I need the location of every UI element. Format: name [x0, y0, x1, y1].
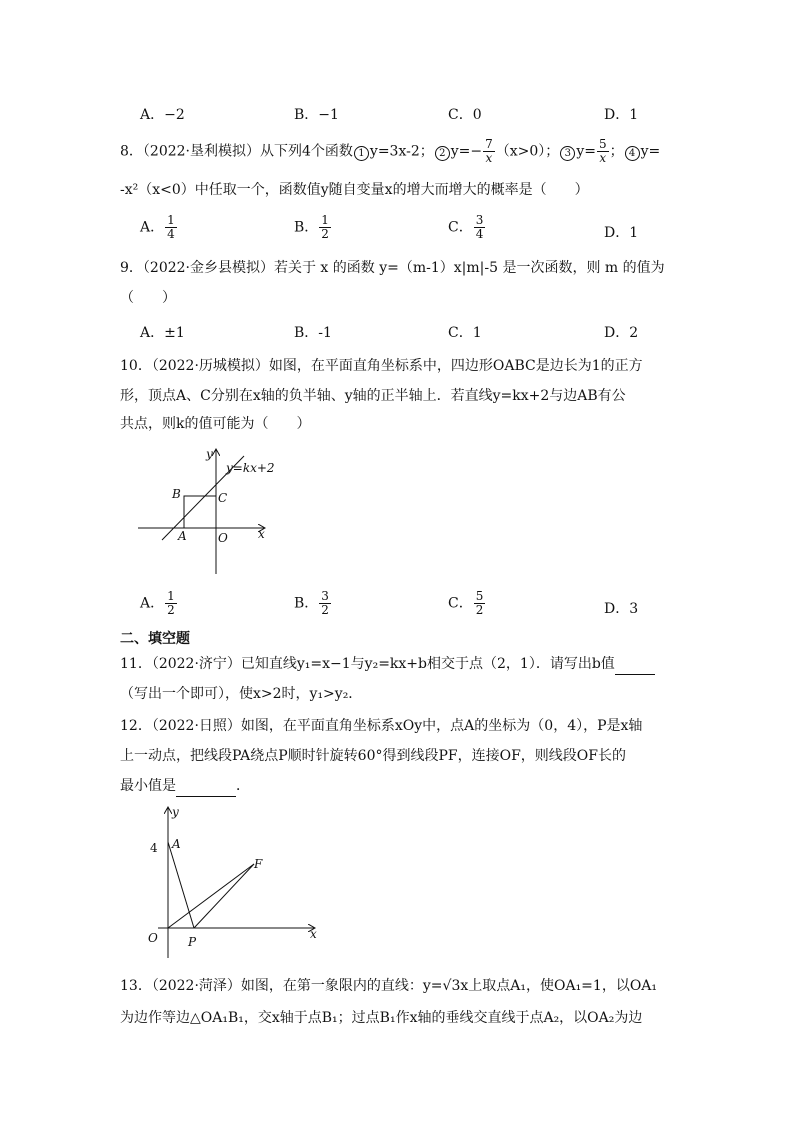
option-fraction [319, 590, 331, 617]
denominator: 2 [475, 603, 484, 617]
q12-label-4: 4 [150, 841, 158, 855]
q10-label-a: A [178, 529, 187, 543]
q7-option-a: A．−2 [140, 107, 185, 123]
q8-options [140, 214, 660, 248]
option-fraction [474, 590, 486, 617]
q12-stem-line1: 12．（2022·日照）如图，在平面直角坐标系xOy中，点A的坐标为（0，4），P是x轴 [120, 718, 643, 734]
numerator: 3 [475, 213, 484, 227]
denominator: 2 [321, 227, 329, 241]
circle-number-1-icon: 1 [354, 146, 369, 161]
q9-stem-line2: （ ） [120, 290, 176, 306]
numerator: 1 [167, 213, 175, 227]
q12-label-o: O [148, 931, 158, 945]
circle-number-3-icon: 3 [560, 146, 575, 161]
q12-segment-of [168, 864, 254, 928]
q8-func2-post: （x>0）； [495, 143, 560, 160]
option-label: A． [140, 595, 165, 612]
q7-option-d: D．1 [604, 107, 639, 123]
q11-stem-line1 [120, 654, 655, 675]
q10-option-c [448, 590, 486, 617]
q7-options [140, 104, 660, 128]
q10-stem-line2: 形，顶点A、C分别在x轴的负半轴、y轴的正半轴上．若直线y=kx+2与边AB有公 [120, 388, 626, 404]
q12-stem-line3 [120, 776, 250, 797]
numerator: 3 [321, 589, 329, 603]
q8-func4: y= [640, 143, 661, 160]
denominator: 4 [475, 227, 484, 241]
q9-option-d: D．2 [604, 325, 639, 341]
q12-label-y: y [172, 805, 179, 819]
numerator: 7 [485, 137, 493, 151]
q12-answer-blank[interactable] [176, 776, 236, 797]
q8-option-b [294, 214, 332, 241]
option-fraction [165, 590, 177, 617]
q10-stem-line1: 10．（2022·历城模拟）如图，在平面直角坐标系中，四边形OABC是边长为1的正方 [120, 358, 643, 374]
option-label: B． [294, 595, 319, 612]
denominator: 2 [321, 603, 329, 617]
q9-stem-line1: 9．（2022·金乡县模拟）若关于 x 的函数 y=（m-1）x|m|-5 是一次函数，则 m 的值为 [120, 260, 665, 276]
q8-func2-pre: y=− [450, 143, 483, 160]
q12-segment-pa [168, 842, 194, 928]
q10-option-d: D．3 [604, 601, 639, 617]
option-label: A． [140, 219, 165, 236]
q10-label-c: C [218, 491, 228, 505]
q13-stem-line2: 为边作等边△OA₁B₁，交x轴于点B₁；过点B₁作x轴的垂线交直线于点A₂，以OA₂为边 [120, 1010, 643, 1026]
q12-text: 最小值是 [120, 778, 176, 794]
q11-stem-line2: （写出一个即可），使x>2时，y₁>y₂． [120, 686, 363, 702]
q8-option-d: D．1 [604, 225, 639, 241]
q8-stem-line2: -x²（x<0）中任取一个，函数值y随自变量x的增大而增大的概率是（ ） [120, 182, 589, 198]
circle-number-4-icon: 4 [625, 146, 640, 161]
option-label: C． [448, 219, 473, 236]
q9-option-a: A．±1 [140, 325, 185, 341]
q12-label-p: P [188, 935, 197, 949]
q10-options [140, 590, 660, 624]
option-label: C． [448, 595, 473, 612]
option-fraction [165, 214, 177, 241]
option-fraction [474, 214, 486, 241]
q10-option-b [294, 590, 332, 617]
q8-prefix: 8．（2022·垦利模拟）从下列4个函数 [120, 143, 353, 160]
q8-func3-post: ； [609, 143, 624, 160]
section-title-fill-blank: 二、填空题 [120, 631, 190, 647]
denominator: x [599, 151, 607, 165]
q10-label-b: B [172, 487, 181, 501]
q12-label-a: A [172, 837, 181, 851]
numerator: 1 [167, 589, 175, 603]
q8-func3-pre: y= [576, 143, 596, 160]
option-label: B． [294, 219, 319, 236]
q9-option-b: B．-1 [294, 325, 332, 341]
q8-func3-fraction [597, 138, 609, 165]
denominator: 4 [167, 227, 175, 241]
q12-figure [138, 800, 328, 966]
q7-option-c: C．0 [448, 107, 482, 123]
denominator: 2 [167, 603, 175, 617]
q8-stem-line1 [120, 138, 660, 165]
q12-stem-line2: 上一动点，把线段PA绕点P顺时针旋转60°得到线段PF，连接OF，则线段OF长的 [120, 748, 626, 764]
option-fraction [319, 214, 331, 241]
q10-option-a [140, 590, 178, 617]
q10-figure [134, 444, 284, 580]
q10-label-line: y=kx+2 [226, 461, 275, 475]
q8-option-a [140, 214, 178, 241]
numerator: 1 [321, 213, 329, 227]
q12-end: ． [236, 778, 250, 794]
q8-func1: y=3x-2； [369, 143, 434, 160]
q13-stem-line1: 13．（2022·菏泽）如图，在第一象限内的直线：y=√3x上取点A₁，使OA₁=1，以OA₁ [120, 978, 658, 994]
q8-option-c [448, 214, 486, 241]
q9-options [140, 322, 660, 346]
q10-stem-line3: 共点，则k的值可能为（ ） [120, 416, 311, 432]
circle-number-2-icon: 2 [435, 146, 450, 161]
q7-option-b: B．−1 [294, 107, 339, 123]
q10-label-y: y [206, 447, 213, 461]
q8-func2-fraction [483, 138, 495, 165]
denominator: x [485, 151, 493, 165]
q9-option-c: C．1 [448, 325, 482, 341]
q12-label-x: x [310, 927, 317, 941]
q10-label-o: O [218, 531, 228, 545]
q12-segment-pf [194, 864, 254, 928]
numerator: 5 [598, 137, 607, 151]
q12-label-f: F [254, 857, 263, 871]
q11-answer-blank[interactable] [615, 654, 655, 675]
q11-text: 11．（2022·济宁）已知直线y₁=x−1与y₂=kx+b相交于点（2，1）．请写出b值 [120, 656, 615, 672]
q10-label-x: x [258, 527, 265, 541]
numerator: 5 [475, 589, 484, 603]
